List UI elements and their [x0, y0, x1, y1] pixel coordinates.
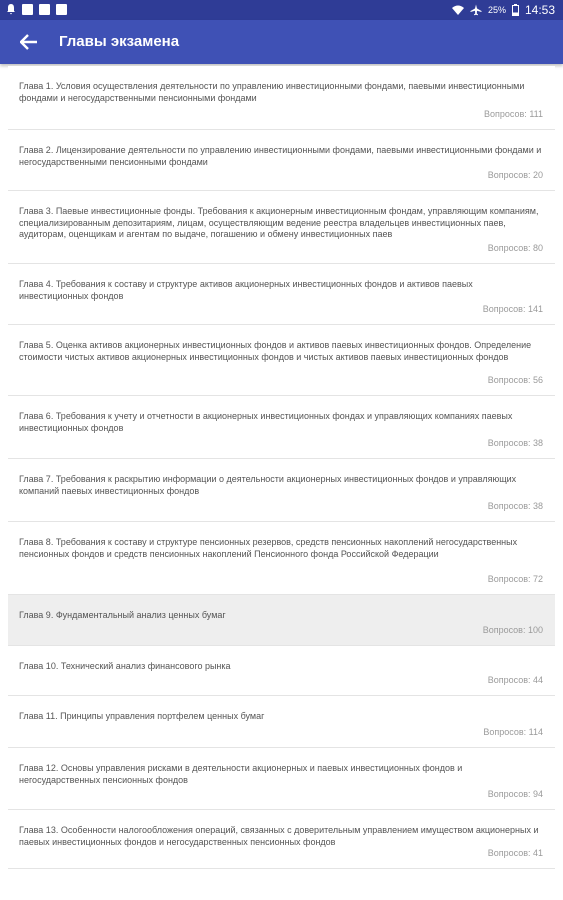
question-count: Вопросов: 20	[487, 170, 543, 180]
chapter-title: Глава 10. Технический анализ финансового рынка	[19, 661, 231, 671]
chapter-title: Глава 9. Фундаментальный анализ ценных бумаг	[19, 610, 226, 620]
chapter-title: Глава 8. Требования к составу и структуре пенсионных резервов, средств пенсионных накоплений негосударственных пенсионных фондов и средств пенсионных накоплений Пенсионного фонда Российской Федерации	[19, 537, 518, 559]
question-count: Вопросов: 41	[487, 848, 543, 858]
question-count: Вопросов: 72	[487, 574, 543, 584]
chapter-title: Глава 12. Основы управления рисками в деятельности акционерных и паевых инвестиционных фондов и негосударственных пенсионных фондов	[19, 763, 463, 785]
question-count: Вопросов: 38	[487, 501, 543, 511]
chapter-item[interactable]	[8, 66, 555, 130]
question-count: Вопросов: 38	[487, 438, 543, 448]
arrow-back-icon[interactable]	[20, 34, 38, 50]
question-count: Вопросов: 111	[484, 109, 543, 119]
page-title: Главы экзамена	[59, 33, 180, 50]
battery-icon	[512, 4, 519, 16]
chapter-title: Глава 6. Требования к учету и отчетности в акционерных инвестиционных фондах и управляющих компаниях паевых инвестиционных фондов	[19, 411, 513, 433]
question-count: Вопросов: 56	[487, 375, 543, 385]
chapter-item[interactable]	[8, 810, 555, 869]
chapter-title: Глава 3. Паевые инвестиционные фонды. Требования к акционерным инвестиционным фондам, управляющим компаниям, специализированным депозитариям, лицам, осуществляющим ведение реестра владельцев инвестиционных паев, аудиторам, оценщикам и агентам по выдаче, погашению и обмену инвестиционных паев	[19, 206, 539, 239]
chapter-item[interactable]	[8, 325, 555, 396]
chapter-title: Глава 7. Требования к раскрытию информации о деятельности акционерных инвестиционных фондов и управляющих компаний паевых инвестиционных фондов	[19, 474, 517, 496]
chapter-item[interactable]	[8, 396, 555, 459]
chapter-item[interactable]	[8, 646, 555, 696]
chapter-title: Глава 5. Оценка активов акционерных инвестиционных фондов и активов паевых инвестиционных фондов. Определение стоимости чистых активов акционерных инвестиционных фондов и чистых активов паевых инвестиционных фондов	[19, 340, 532, 362]
app-notification-icon	[22, 4, 33, 15]
chapter-item[interactable]	[8, 459, 555, 522]
airplane-icon	[470, 4, 482, 16]
chapter-item[interactable]	[8, 191, 555, 264]
battery-percent: 25%	[487, 5, 506, 15]
clock: 14:53	[524, 3, 555, 17]
chapter-item[interactable]	[8, 264, 555, 325]
wifi-icon	[452, 5, 464, 16]
app-notification-icon	[39, 4, 50, 15]
chapter-item[interactable]	[8, 130, 555, 191]
chapter-item[interactable]	[8, 522, 555, 595]
chapter-list	[8, 66, 555, 869]
status-indicators	[452, 3, 555, 17]
question-count: Вопросов: 80	[487, 243, 543, 253]
app-notification-icon	[56, 4, 67, 15]
chapter-item[interactable]	[8, 595, 555, 646]
question-count: Вопросов: 141	[482, 304, 543, 314]
chapter-item[interactable]	[8, 748, 555, 810]
chapter-title: Глава 4. Требования к составу и структуре активов акционерных инвестиционных фондов и активов паевых инвестиционных фондов	[19, 279, 473, 301]
bell-icon	[6, 3, 16, 15]
chapter-title: Глава 2. Лицензирование деятельности по управлению инвестиционными фондами, паевыми инвестиционными фондами и негосударственными пенсионными фондами	[19, 145, 542, 167]
question-count: Вопросов: 44	[487, 675, 543, 685]
app-bar	[0, 20, 563, 64]
chapter-item[interactable]	[8, 696, 555, 748]
status-notifications	[6, 3, 67, 15]
chapter-title: Глава 13. Особенности налогообложения операций, связанных с доверительным управлением имуществом акционерных и паевых инвестиционных фондов и негосударственных пенсионных фондов	[19, 825, 539, 847]
question-count: Вопросов: 100	[482, 625, 543, 635]
chapter-title: Глава 1. Условия осуществления деятельности по управлению инвестиционными фондами, паевыми инвестиционными фондами и негосударственными пенсионными фондами	[19, 81, 525, 103]
question-count: Вопросов: 94	[487, 789, 543, 799]
question-count: Вопросов: 114	[483, 727, 543, 737]
chapter-title: Глава 11. Принципы управления портфелем ценных бумаг	[19, 711, 265, 721]
status-bar	[0, 0, 563, 20]
